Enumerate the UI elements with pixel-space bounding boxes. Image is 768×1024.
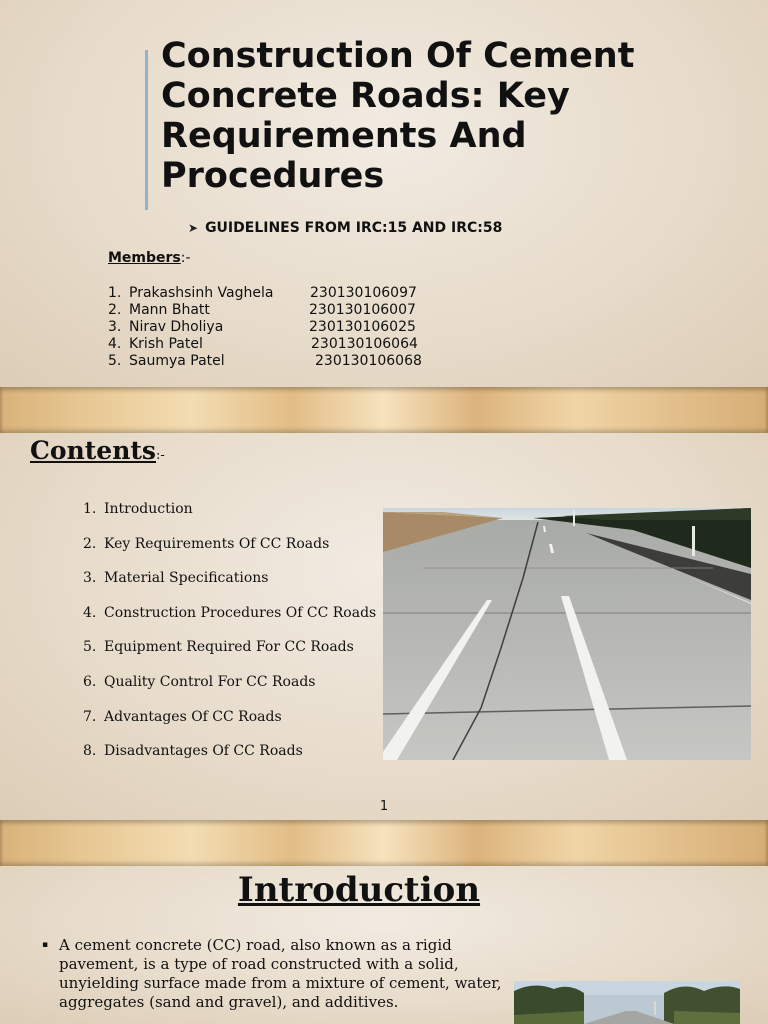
square-bullet-icon: ▪ xyxy=(42,940,49,950)
contents-item-label: Advantages Of CC Roads xyxy=(104,708,282,725)
contents-item xyxy=(83,570,376,605)
contents-item xyxy=(83,709,376,744)
contents-item-number: 6. xyxy=(83,673,97,690)
contents-item-label: Introduction xyxy=(104,501,193,517)
contents-item xyxy=(83,674,376,709)
member-row xyxy=(108,353,422,370)
member-id: 230130106007 xyxy=(309,302,416,318)
member-number: 4. xyxy=(108,336,122,352)
contents-list xyxy=(83,501,376,778)
contents-item-label: Disadvantages Of CC Roads xyxy=(104,743,303,760)
contents-item-number: 4. xyxy=(83,604,97,621)
contents-item-number: 1. xyxy=(83,501,97,517)
contents-item xyxy=(83,639,376,674)
member-id: 230130106025 xyxy=(309,319,416,335)
member-row xyxy=(108,302,422,319)
member-number: 3. xyxy=(108,319,122,335)
contents-item-label: Material Specifications xyxy=(104,570,269,587)
member-name: Krish Patel xyxy=(129,336,203,352)
member-row xyxy=(108,336,422,353)
members-list xyxy=(108,285,422,370)
presentation-title: Construction Of Cement Concrete Roads: Key Requirements And Procedures xyxy=(161,36,635,196)
contents-item-label: Key Requirements Of CC Roads xyxy=(104,535,330,552)
title-accent-bar xyxy=(145,50,148,210)
introduction-bullet xyxy=(42,936,502,1012)
member-id: 230130106097 xyxy=(310,285,417,301)
contents-item-label: Construction Procedures Of CC Roads xyxy=(104,604,377,621)
member-number: 5. xyxy=(108,353,122,369)
contents-item-label: Equipment Required For CC Roads xyxy=(104,639,354,656)
guideline-text: GUIDELINES FROM IRC:15 AND IRC:58 xyxy=(205,220,503,236)
slide-separator xyxy=(0,820,768,866)
contents-title: Contents xyxy=(30,436,157,465)
members-suffix: :- xyxy=(180,250,191,266)
member-name: Nirav Dholiya xyxy=(129,319,224,335)
contents-item-label: Quality Control For CC Roads xyxy=(104,673,316,690)
contents-item-number: 5. xyxy=(83,639,97,656)
contents-item-number: 7. xyxy=(83,708,97,725)
contents-title-suffix: :- xyxy=(156,448,165,463)
contents-item-number: 8. xyxy=(83,743,97,760)
member-number: 2. xyxy=(108,302,122,318)
member-name: Mann Bhatt xyxy=(129,302,210,318)
contents-item xyxy=(83,501,376,536)
introduction-paragraph: A cement concrete (CC) road, also known as a rigid pavement, is a type of road constructed with a solid, unyielding surface made from a mixture of cement, water, aggregates (sand and gravel), and additives. xyxy=(59,936,502,1011)
guideline-line xyxy=(188,220,502,236)
member-name: Prakashsinh Vaghela xyxy=(129,285,274,301)
member-row xyxy=(108,285,422,302)
contents-item xyxy=(83,536,376,571)
introduction-title: Introduction xyxy=(237,870,481,910)
members-heading xyxy=(108,250,191,266)
contents-item-number: 3. xyxy=(83,570,97,587)
member-row xyxy=(108,319,422,336)
intro-road-photo xyxy=(514,981,740,1024)
contents-heading xyxy=(30,436,165,465)
members-label: Members xyxy=(108,250,181,266)
slide-separator xyxy=(0,387,768,433)
contents-item-number: 2. xyxy=(83,535,97,552)
member-id: 230130106064 xyxy=(311,336,418,352)
page-number: 1 xyxy=(379,799,389,814)
concrete-road-photo xyxy=(383,508,751,760)
member-number: 1. xyxy=(108,285,122,301)
member-name: Saumya Patel xyxy=(129,353,225,369)
contents-item xyxy=(83,743,376,778)
member-id: 230130106068 xyxy=(315,353,422,369)
contents-item xyxy=(83,605,376,640)
arrowhead-bullet-icon: ➤ xyxy=(188,221,199,235)
